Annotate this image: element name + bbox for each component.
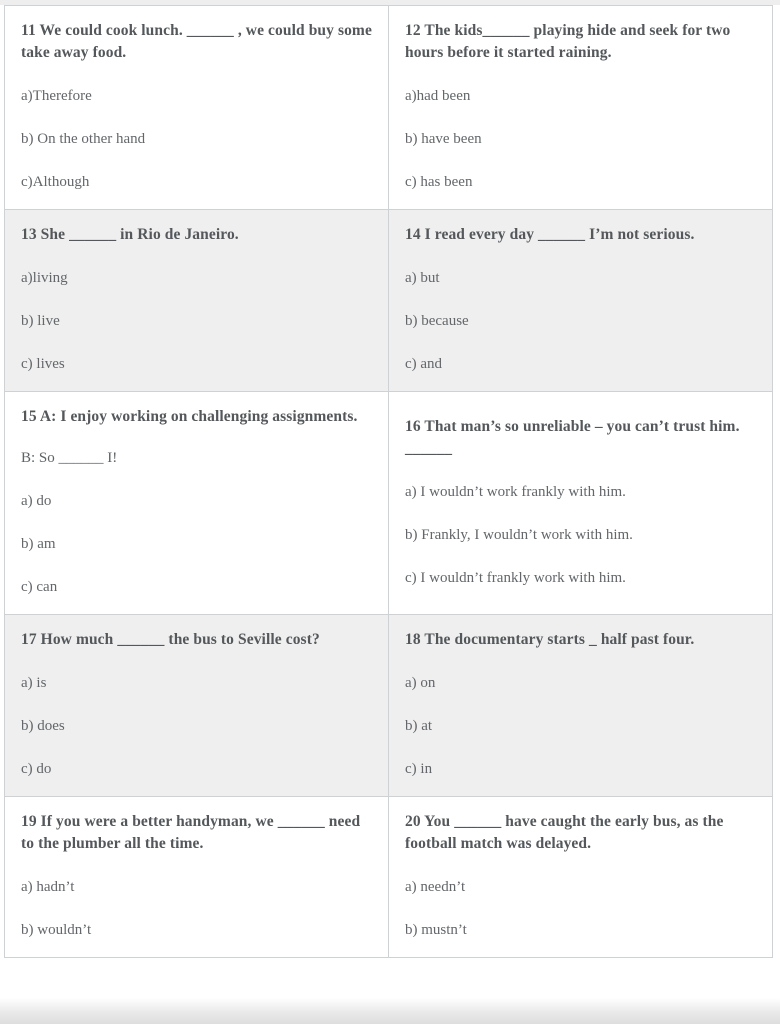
page-bottom-fade [0,998,780,1024]
option-a[interactable]: a)had been [405,88,471,104]
option-c[interactable]: c) do [21,761,52,778]
question-cell-13[interactable] [5,210,389,392]
table-row [5,797,773,958]
question-stem: 11 We could cook lunch. ______ , we could buy some take away food. [21,22,372,61]
option-b[interactable]: b) at [405,718,433,735]
question-stem: 12 The kids______ playing hide and seek for two hours before it started raining. [405,22,731,61]
option-a[interactable]: a) needn’t [405,879,466,896]
question-cell-17[interactable] [5,615,389,797]
question-cell-16[interactable] [389,392,773,615]
option-c[interactable]: c)Although [21,174,90,190]
option-a[interactable]: a) do [21,493,52,510]
option-a[interactable]: a)Therefore [21,88,92,104]
option-b[interactable]: b) have been [405,131,482,147]
option-b[interactable]: b) Frankly, I wouldn’t work with him. [405,526,633,543]
question-cell-19[interactable] [5,797,389,958]
option-b[interactable]: b) On the other hand [21,131,146,147]
question-cell-11[interactable] [5,6,389,210]
option-a[interactable]: a) on [405,675,436,692]
option-a[interactable]: a) I wouldn’t work frankly with him. [405,483,626,500]
question-cell-12[interactable] [389,6,773,210]
question-stem: 18 The documentary starts _ half past four. [405,631,695,649]
question-cell-15[interactable] [5,392,389,615]
quiz-table-body [5,6,773,958]
option-a[interactable]: a) is [21,675,47,692]
option-b[interactable]: b) wouldn’t [21,922,92,939]
table-row [5,210,773,392]
quiz-table [4,5,773,958]
option-b[interactable]: b) mustn’t [405,922,467,939]
question-stem: 14 I read every day ______ I’m not serious. [405,226,695,243]
table-row [5,6,773,210]
question-cell-14[interactable] [389,210,773,392]
option-b[interactable]: b) does [21,718,65,735]
option-c[interactable]: c) and [405,356,443,372]
option-c[interactable]: c) can [21,579,58,596]
question-stem: 13 She ______ in Rio de Janeiro. [21,226,239,243]
option-c[interactable]: c) has been [405,174,473,190]
option-b[interactable]: b) because [405,313,469,329]
option-a[interactable]: a) hadn’t [21,879,75,896]
question-stem: 15 A: I enjoy working on challenging assignments. [21,408,358,425]
option-c[interactable]: c) in [405,761,433,778]
table-row [5,615,773,797]
option-a[interactable]: a)living [21,270,68,286]
question-cell-18[interactable] [389,615,773,797]
option-c[interactable]: c) lives [21,356,65,372]
option-b[interactable]: b) live [21,313,60,329]
question-stem: 20 You ______ have caught the early bus, as the football match was delayed. [405,813,724,853]
question-sub-line: B: So ______ I! [21,450,118,466]
option-a[interactable]: a) but [405,270,440,286]
question-stem: 17 How much ______ the bus to Seville cost? [21,631,320,649]
option-b[interactable]: b) am [21,536,56,553]
option-c[interactable]: c) I wouldn’t frankly work with him. [405,569,626,586]
question-stem: 16 That man’s so unreliable – you can’t trust him. ______ [405,417,740,457]
question-stem: 19 If you were a better handyman, we ______ need to the plumber all the time. [21,813,361,853]
question-cell-20[interactable] [389,797,773,958]
table-row [5,392,773,615]
